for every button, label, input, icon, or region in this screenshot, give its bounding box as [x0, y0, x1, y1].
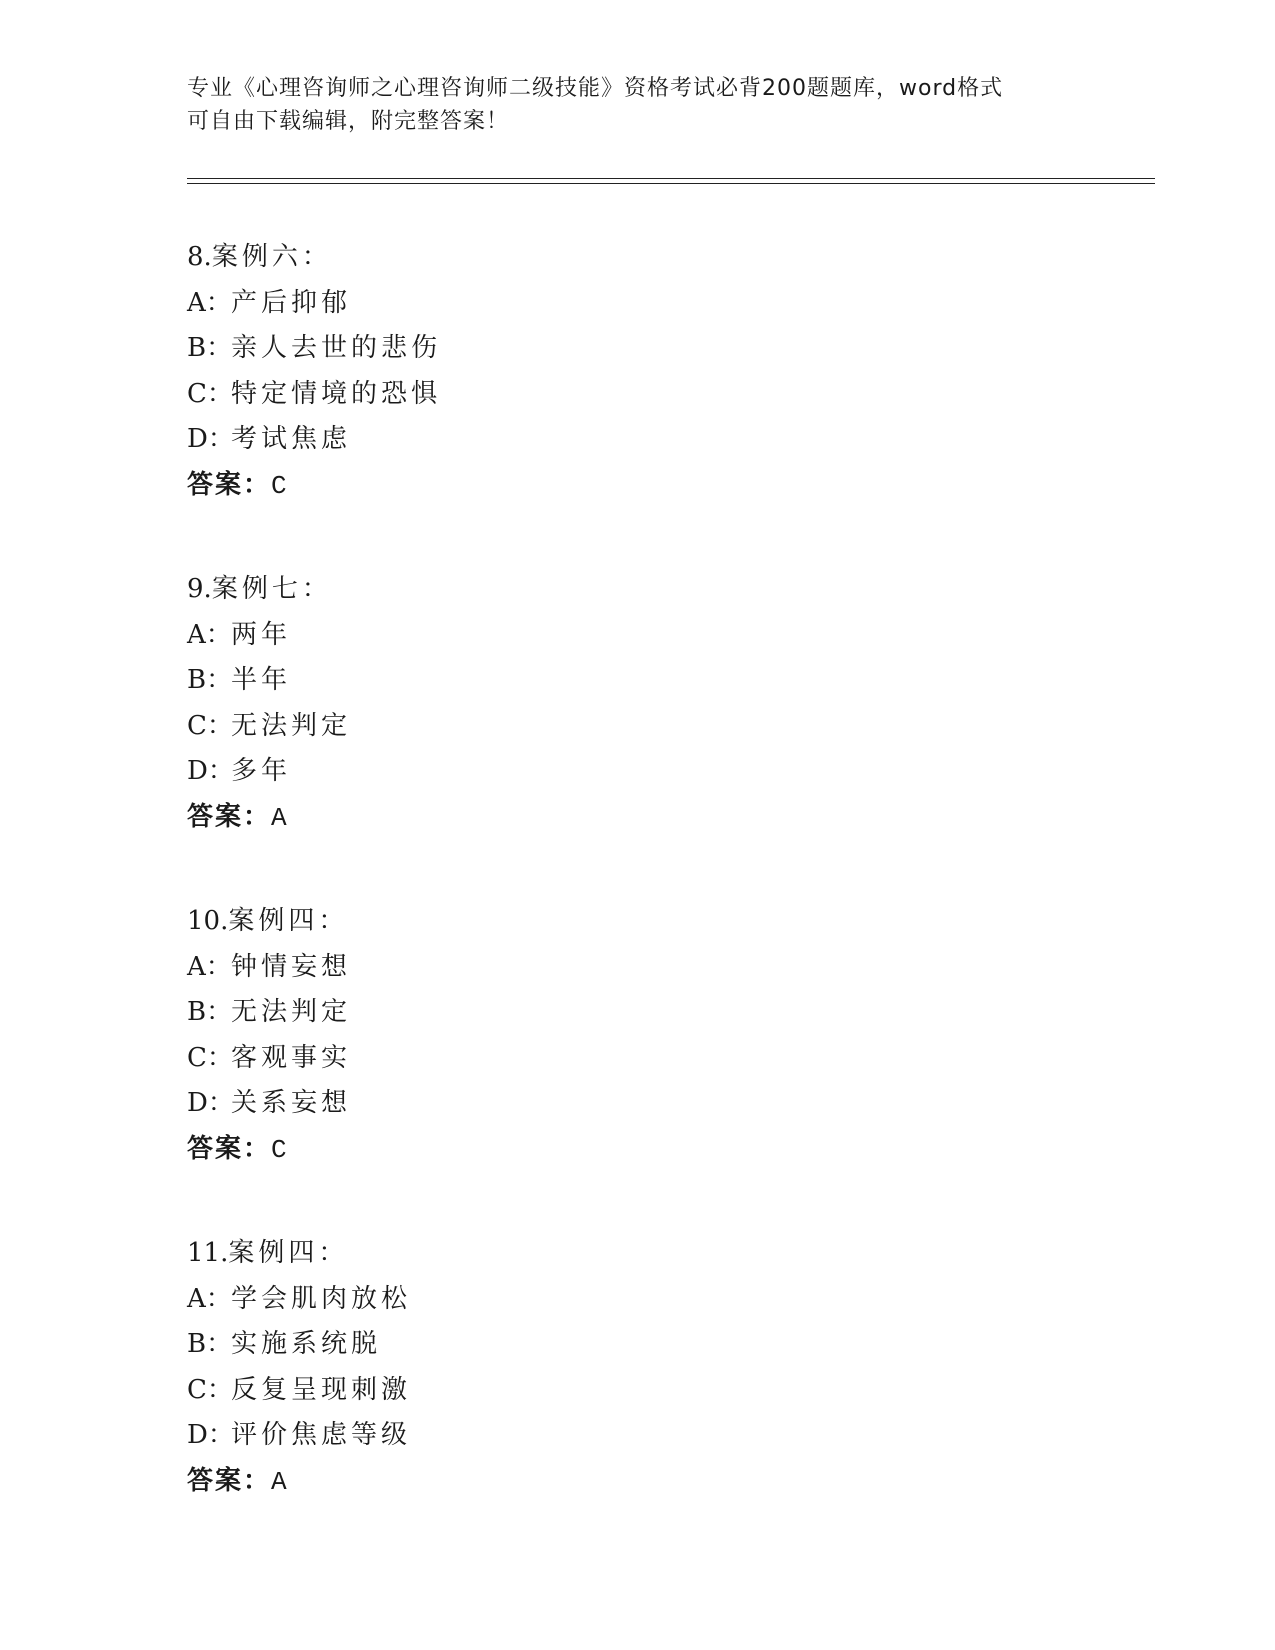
question-number: 10.: [187, 906, 229, 936]
option-letter: D：: [187, 756, 234, 786]
option-b: [187, 326, 1087, 372]
question-item: [187, 567, 1087, 840]
document-header: [187, 72, 1067, 138]
answer-value: C: [271, 1134, 289, 1165]
question-number: 8.: [187, 242, 212, 272]
option-b: [187, 658, 1087, 704]
option-letter: A：: [187, 619, 232, 650]
answer-label: 答案：: [187, 469, 272, 500]
option-text: 亲人去世的悲伤: [231, 333, 442, 363]
header-line-2: 可自由下载编辑，附完整答案！: [187, 109, 510, 134]
option-a: [187, 1277, 1087, 1323]
option-text: 产后抑郁: [231, 287, 352, 318]
option-letter: B：: [187, 997, 233, 1027]
option-text: 实施系统脱: [231, 1329, 382, 1359]
question-text: 案例四：: [228, 906, 349, 936]
answer-value: C: [271, 470, 289, 501]
option-c: [187, 1368, 1087, 1414]
option-text: 考试焦虑: [231, 424, 352, 454]
question-text: 案例七：: [211, 574, 332, 604]
answer-line: [187, 1459, 1087, 1505]
option-d: [187, 417, 1087, 463]
option-text: 无法判定: [231, 710, 352, 741]
question-title: [187, 567, 1087, 613]
answer-label: 答案：: [187, 1133, 272, 1164]
option-letter: C：: [187, 1374, 233, 1405]
answer-value: A: [271, 802, 289, 833]
option-letter: B：: [187, 665, 233, 695]
answer-label: 答案：: [187, 1465, 272, 1496]
option-text: 评价焦虑等级: [231, 1420, 412, 1450]
option-c: [187, 1036, 1087, 1082]
option-letter: D：: [187, 1420, 234, 1450]
option-d: [187, 1413, 1087, 1459]
option-text: 无法判定: [231, 997, 352, 1027]
option-letter: C：: [187, 1042, 233, 1073]
option-b: [187, 1322, 1087, 1368]
option-letter: C：: [187, 710, 233, 741]
option-a: [187, 281, 1087, 327]
option-letter: A：: [187, 951, 232, 982]
option-text: 客观事实: [231, 1042, 352, 1073]
answer-label: 答案：: [187, 801, 272, 832]
answer-line: [187, 795, 1087, 841]
option-b: [187, 990, 1087, 1036]
question-title: [187, 235, 1087, 281]
option-letter: D：: [187, 424, 234, 454]
question-number: 11.: [187, 1238, 229, 1268]
option-text: 钟情妄想: [231, 951, 352, 982]
question-item: [187, 1231, 1087, 1504]
option-c: [187, 372, 1087, 418]
option-c: [187, 704, 1087, 750]
option-d: [187, 1081, 1087, 1127]
option-text: 两年: [231, 619, 292, 650]
header-divider-top: [187, 178, 1155, 179]
question-item: [187, 899, 1087, 1172]
question-number: 9.: [187, 574, 212, 604]
option-text: 反复呈现刺激: [231, 1374, 412, 1405]
option-text: 半年: [231, 665, 292, 695]
option-letter: D：: [187, 1088, 234, 1118]
option-letter: B：: [187, 1329, 233, 1359]
question-title: [187, 1231, 1087, 1277]
header-line-1: 专业《心理咨询师之心理咨询师二级技能》资格考试必背200题题库，word格式: [187, 76, 1004, 101]
header-divider-bottom: [187, 183, 1155, 184]
option-a: [187, 613, 1087, 659]
answer-line: [187, 463, 1087, 509]
option-text: 多年: [231, 756, 292, 786]
question-text: 案例六：: [211, 242, 332, 272]
option-letter: A：: [187, 287, 232, 318]
option-letter: C：: [187, 378, 233, 409]
question-text: 案例四：: [228, 1238, 349, 1268]
question-item: [187, 235, 1087, 508]
option-text: 特定情境的恐惧: [231, 378, 442, 409]
option-d: [187, 749, 1087, 795]
option-letter: A：: [187, 1283, 232, 1314]
option-text: 学会肌肉放松: [231, 1283, 412, 1314]
answer-value: A: [271, 1466, 289, 1497]
answer-line: [187, 1127, 1087, 1173]
option-a: [187, 945, 1087, 991]
question-list: [187, 235, 1087, 1563]
question-title: [187, 899, 1087, 945]
option-letter: B：: [187, 333, 233, 363]
option-text: 关系妄想: [231, 1088, 352, 1118]
